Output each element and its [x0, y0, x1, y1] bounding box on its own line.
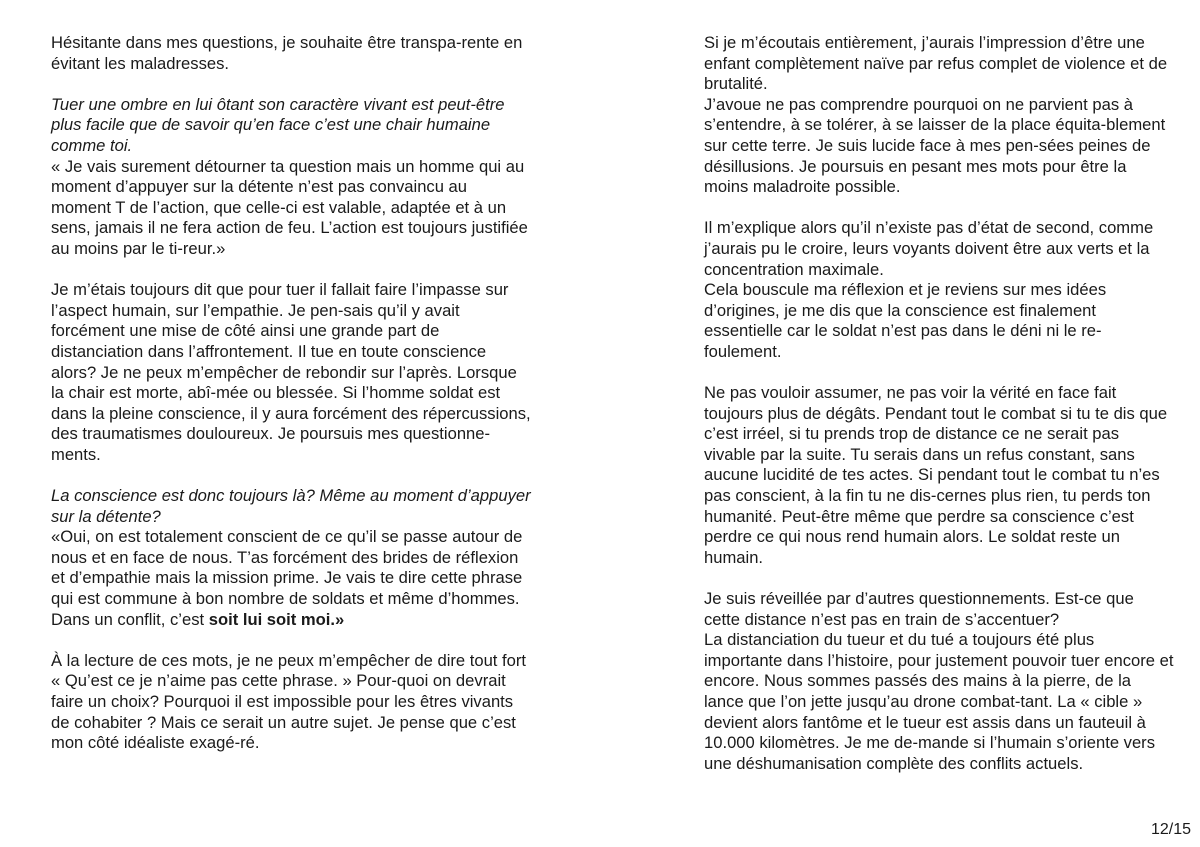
paragraph-gap — [704, 568, 1174, 589]
body-paragraph: Si je m’écoutais entièrement, j’aurais l’impression d’être une enfant complètement naïve par refus complet de violence et de brutalité. — [704, 33, 1168, 94]
body-paragraph: Ne pas vouloir assumer, ne pas voir la vérité en face fait toujours plus de dégâts. Pendant tout le combat si tu te dis que c’est irréel, si tu prends trop de distance ce ne serait pas vivable par la suite. Tu serais dans un refus constant, sans aucune lucidité de tes actes. Si pendant tout le combat tu n’es pas conscient, à la fin tu ne dis-cernes plus rien, tu perds ton humanité. Peut-être même que perdre sa conscience c’est perdre ce qui nous rend humain alors. Le soldat reste un humain. — [704, 383, 1168, 567]
interview-answer — [51, 527, 531, 630]
body-paragraph: Cela bouscule ma réflexion et je reviens sur mes idées d’origines, je me dis que la conscience est finalement essentielle car le soldat n’est pas dans le déni ni le re-foulement. — [704, 280, 1107, 361]
interview-answer: « Je vais surement détourner ta question mais un homme qui au moment d’appuyer sur la détente n’est pas convaincu au moment T de l’action, que celle-ci est valable, adaptée et à un sens, jamais il ne fera action de feu. L’action est toujours justifiée au moins par le ti-reur.» — [51, 156, 528, 258]
interview-question: La conscience est donc toujours là? Même au moment d’appuyer sur la détente? — [51, 486, 531, 526]
left-page — [51, 33, 531, 754]
answer-text: «Oui, on est totalement conscient de ce qu’il se passe autour de nous et en face de nous. T’as forcément des brides de réflexion et d’empathie mais la mission prime. Je vais te dire cette phrase qui est commune à bon nombre de soldats et même d’hommes. Dans un conflit, c’est — [51, 527, 523, 629]
reflection-paragraph: À la lecture de ces mots, je ne peux m’empêcher de dire tout fort « Qu’est ce je n’aime pas cette phrase. » Pour-quoi on devrait faire un choix? Pourquoi il est impossible pour les êtres vivants de cohabiter ? Mais ce serait un autre sujet. Je pense que c’est mon côté idéaliste exagé-ré. — [51, 650, 527, 753]
paragraph-gap — [704, 363, 1174, 384]
answer-emphasis: soit lui soit moi.» — [208, 609, 345, 629]
paragraph-gap — [51, 74, 531, 95]
reflection-paragraph: Je m’étais toujours dit que pour tuer il fallait faire l’impasse sur l’aspect humain, sur l’empathie. Je pen-sais qu’il y avait forcément une mise de côté ainsi une grande part de distanciation dans l’affrontement. Il tue en toute conscience alors? Je ne peux m’empêcher de rebondir sur l’après. Lorsque la chair est morte, abî-mée ou blessée. Si l’homme soldat est dans la pleine conscience, il y aura forcément des répercussions, des traumatismes douloureux. Je poursuis mes questionne-ments. — [51, 280, 531, 464]
interview-question: Tuer une ombre en lui ôtant son caractère vivant est peut-être plus facile que de savoir qu’en face c’est une chair humaine comme toi. — [51, 94, 505, 155]
paragraph-gap — [51, 260, 531, 281]
right-page — [704, 33, 1174, 774]
body-paragraph: La distanciation du tueur et du tué a toujours été plus importante dans l’histoire, pour justement pouvoir tuer encore et encore. Nous sommes passés des mains à la pierre, de la lance que l’on jette jusqu’au drone combat-tant. La « cible » devient alors fantôme et le tueur est assis dans un fauteuil à 10.000 kilomètres. Je me de-mande si l’humain s’oriente vers une déshumanisation complète des conflits actuels. — [704, 630, 1174, 773]
body-paragraph: Il m’explique alors qu’il n’existe pas d’état de second, comme j’aurais pu le croire, leurs voyants doivent être aux verts et la concentration maximale. — [704, 218, 1154, 279]
intro-paragraph: Hésitante dans mes questions, je souhaite être transpa-rente en évitant les maladresses. — [51, 33, 523, 73]
paragraph-gap — [51, 465, 531, 486]
page-number: 12/15 — [1150, 821, 1191, 838]
paragraph-gap — [51, 630, 531, 651]
body-paragraph: Je suis réveillée par d’autres questionnements. Est-ce que cette distance n’est pas en train de s’accentuer? — [704, 589, 1134, 629]
body-paragraph: J’avoue ne pas comprendre pourquoi on ne parvient pas à s’entendre, à se tolérer, à se laisser de la place équita-blement sur cette terre. Je suis lucide face à mes pen-sées peines de désillusions. Je poursuis en pesant mes mots pour être la moins maladroite possible. — [704, 94, 1166, 197]
paragraph-gap — [704, 198, 1174, 219]
